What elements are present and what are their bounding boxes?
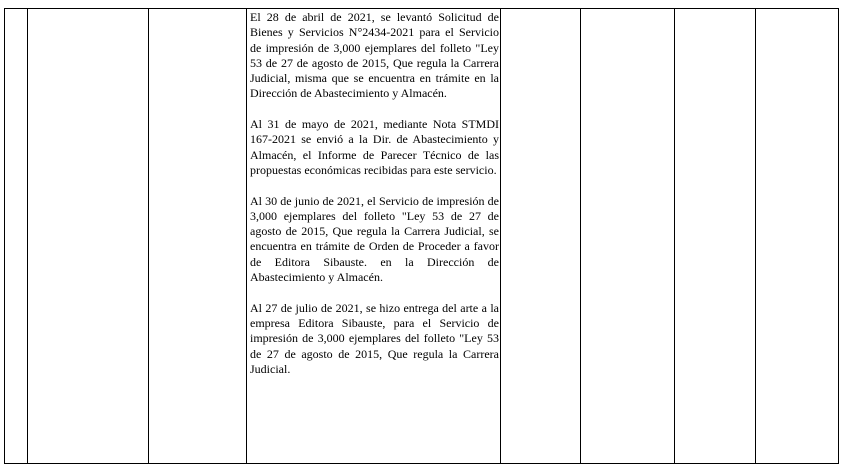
table-cell-index <box>5 9 28 464</box>
status-entry: El 28 de abril de 2021, se levantó Solicitud de Bienes y Servicios N°2434-2021 para el Servicio de impresión de 3,000 ejemplares del folleto "Ley 53 de 27 de agosto de 2015, Que regula la Carrera Judicial, misma que se encuentra en trámite en la Dirección de Abastecimiento y Almacén. <box>250 10 499 101</box>
table-cell-empty <box>756 9 839 464</box>
table-cell-empty <box>581 9 675 464</box>
status-entry: Al 31 de mayo de 2021, mediante Nota STMDI 167-2021 se envió a la Dir. de Abastecimiento y Almacén, el Informe de Parecer Técnico de las propuestas económicas recibidas para este servicio. <box>250 117 499 177</box>
table-cell-empty <box>501 9 581 464</box>
table-row <box>5 9 839 464</box>
table-cell-empty <box>149 9 247 464</box>
status-entry: Al 30 de junio de 2021, el Servicio de impresión de 3,000 ejemplares del folleto "Ley 53 de 27 de agosto de 2015, Que regula la Carrera Judicial, se encuentra en trámite de Orden de Proceder a favor de Editora Sibauste. en la Dirección de Abastecimiento y Almacén. <box>250 193 499 285</box>
table-cell-status-notes <box>247 9 501 464</box>
status-entry: Al 27 de julio de 2021, se hizo entrega del arte a la empresa Editora Sibauste, para el Servicio de impresión de 3,000 ejemplares del folleto "Ley 53 de 27 de agosto de 2015, Que regula la Carrera Judicial. <box>250 300 499 376</box>
table-cell-empty <box>28 9 149 464</box>
table-cell-empty <box>675 9 756 464</box>
document-table <box>4 8 839 464</box>
